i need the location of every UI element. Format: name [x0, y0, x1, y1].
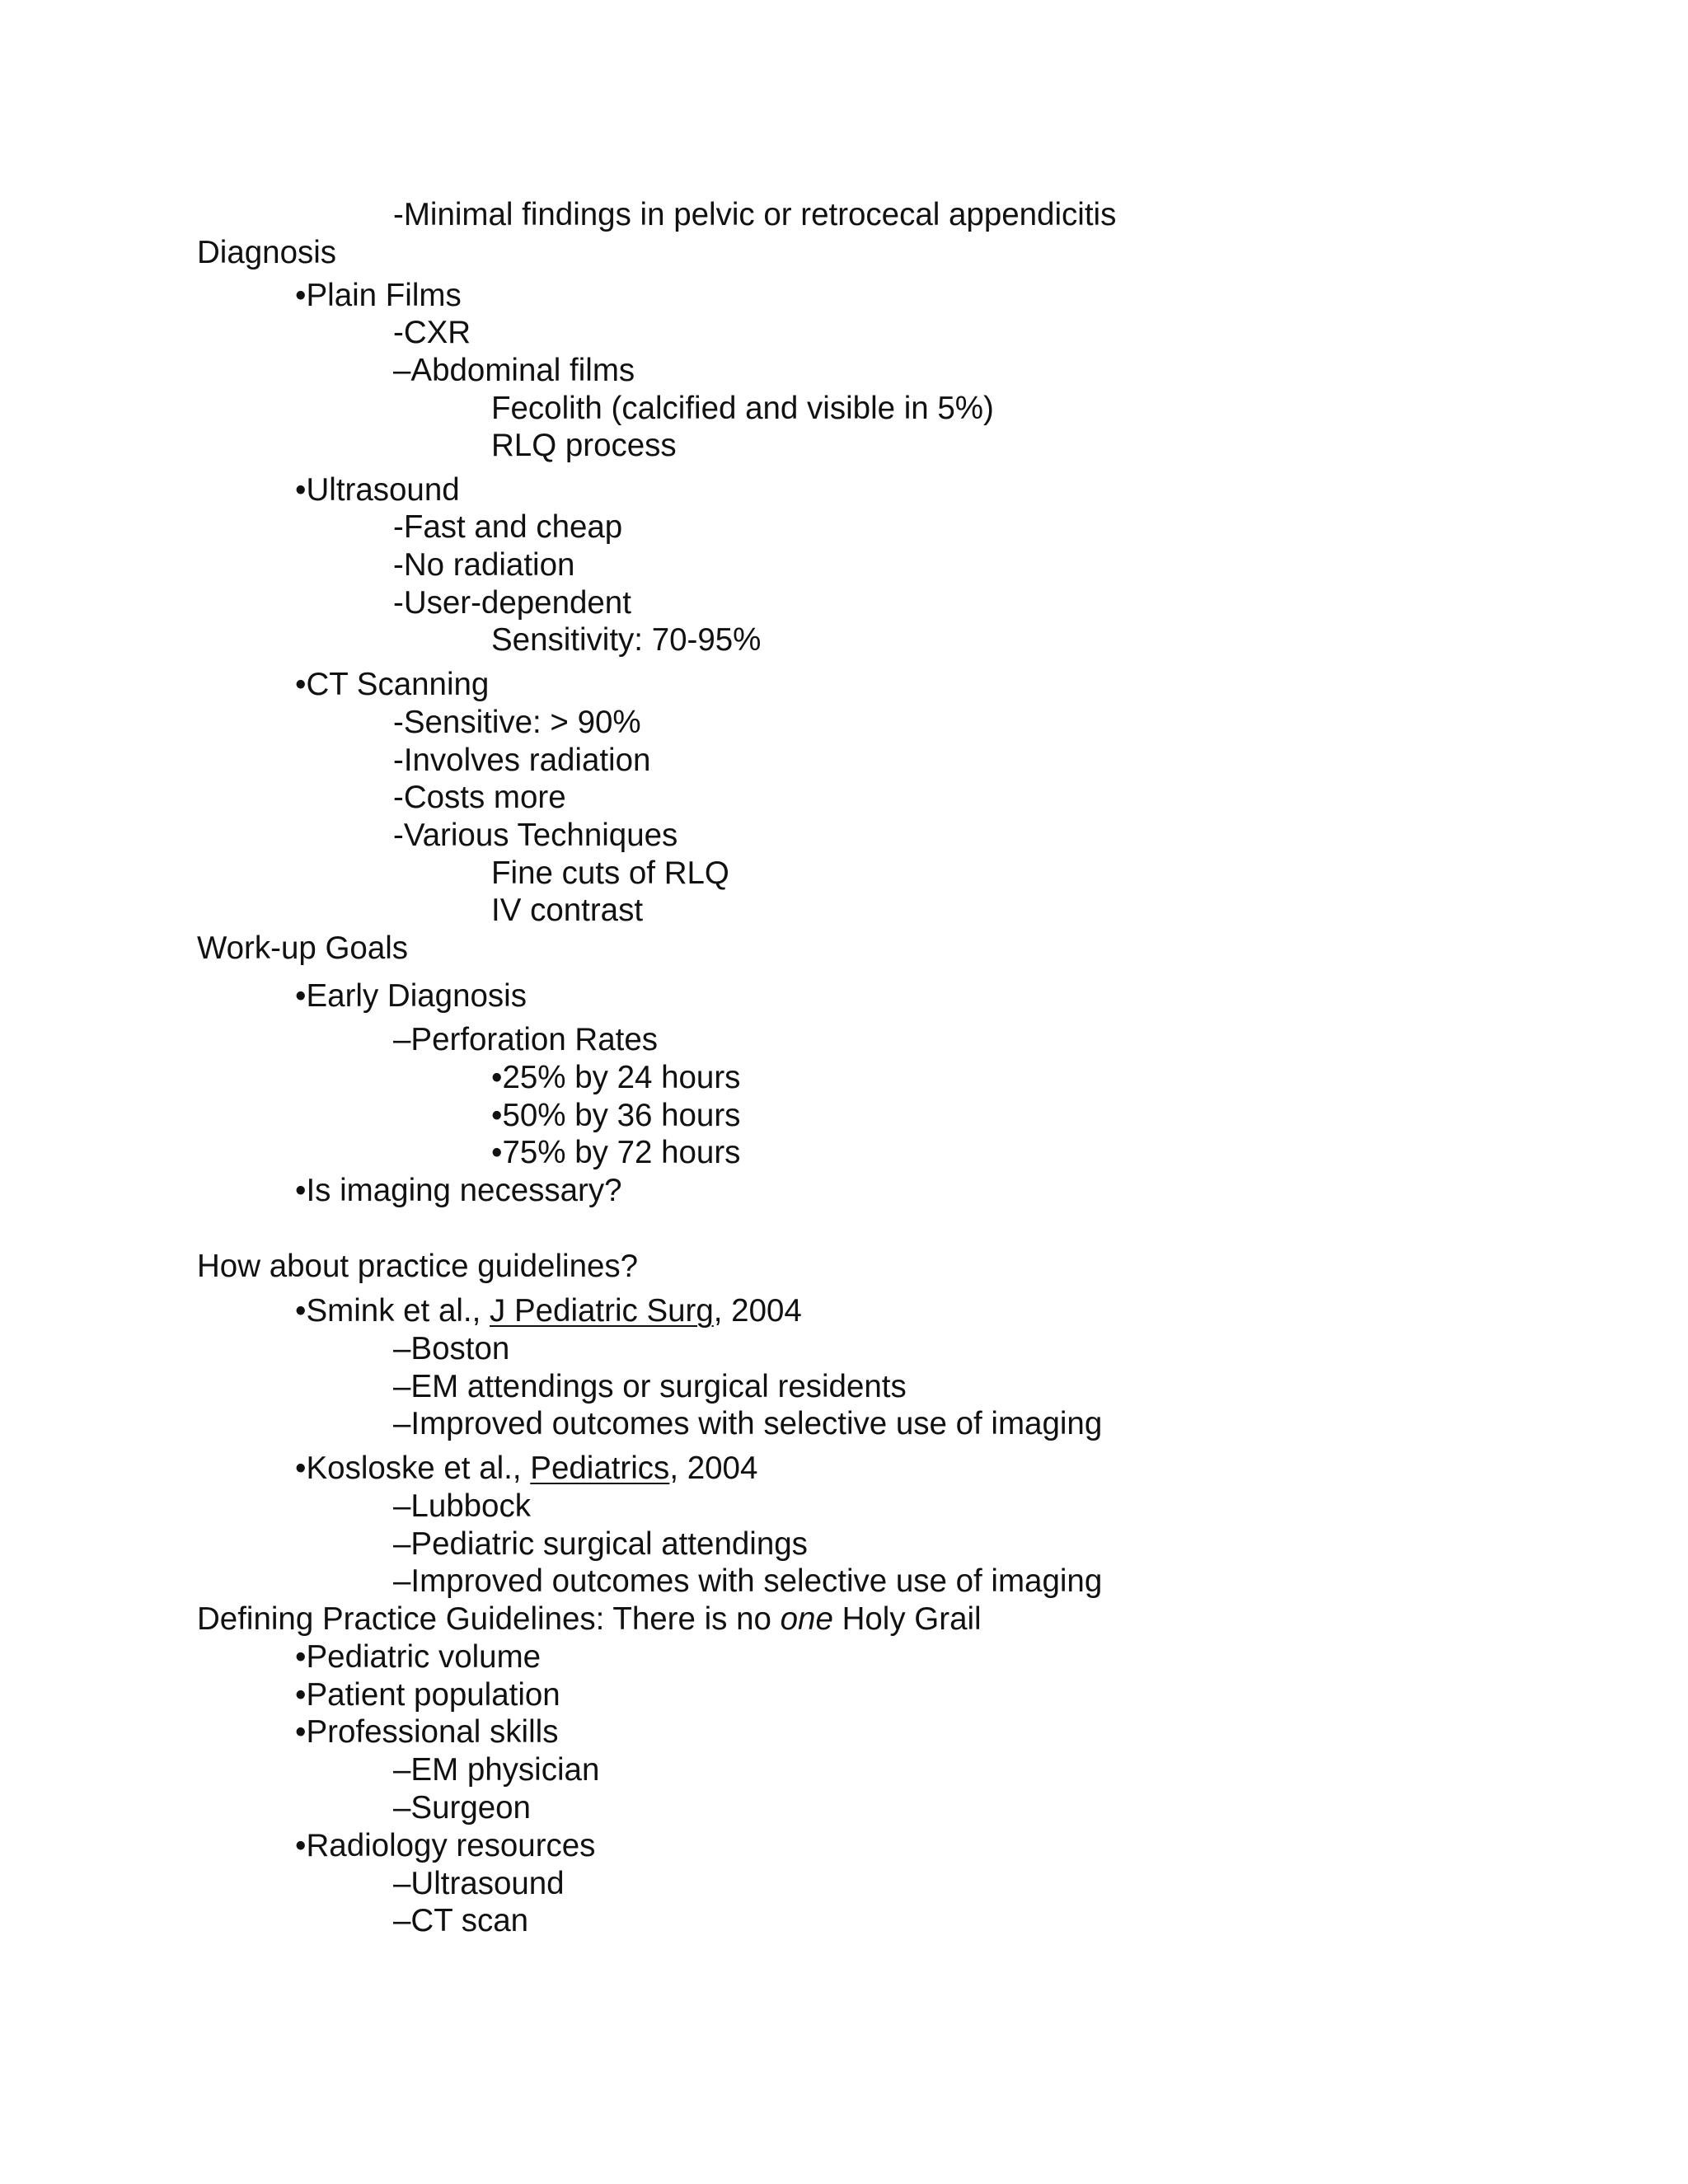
line-text: -User-dependent: [393, 585, 631, 621]
detail-item: [491, 430, 677, 462]
sub-item: [393, 1905, 528, 1938]
line-text: –Improved outcomes with selective use of imaging: [393, 1406, 1103, 1441]
sub-item: [393, 1752, 600, 1788]
line-text: –Ultrasound: [393, 1866, 565, 1901]
line-text: •Plain Films: [295, 278, 462, 313]
sub-item: [393, 1526, 808, 1562]
line-text: –Pediatric surgical attendings: [393, 1526, 808, 1562]
line-text: •Kosloske et al.,: [295, 1451, 531, 1486]
heading-line: [197, 930, 409, 966]
line-text: -Fast and cheap: [393, 509, 623, 545]
bullet-item: [295, 1175, 622, 1207]
bullet-item: [295, 1714, 559, 1750]
emphasis-text: one: [780, 1601, 833, 1637]
line-text: –Boston: [393, 1331, 510, 1366]
sub-item: [393, 509, 623, 545]
sub-item: [393, 1408, 1102, 1441]
line-text: -No radiation: [393, 547, 575, 583]
line-text: •Pediatric volume: [295, 1639, 542, 1675]
sub-item: [393, 547, 575, 583]
line-text: Diagnosis: [197, 235, 337, 270]
detail-item: [491, 1062, 740, 1094]
line-text: -Sensitive: > 90%: [393, 705, 641, 740]
bullet-item: [295, 472, 460, 508]
line-text: –Surgeon: [393, 1790, 531, 1825]
line-text: •CT Scanning: [295, 667, 490, 702]
journal-title: Pediatrics: [530, 1451, 670, 1486]
line-text: •Is imaging necessary?: [295, 1173, 622, 1208]
sub-item: [393, 1371, 907, 1404]
line-text: Fecolith (calcified and visible in 5%): [491, 391, 994, 426]
line-text: , 2004: [669, 1451, 758, 1486]
sub-item: [393, 1868, 565, 1900]
bullet-item: [295, 1677, 560, 1713]
line-text: –Perforation Rates: [393, 1022, 659, 1057]
bullet-item: [295, 978, 527, 1014]
line-text: Sensitivity: 70-95%: [491, 622, 762, 658]
line-text: –EM physician: [393, 1752, 600, 1788]
bullet-item: [295, 669, 489, 701]
line-text: -Costs more: [393, 780, 566, 815]
line-text: –Abdominal films: [393, 353, 635, 388]
line-text: -CXR: [393, 315, 471, 350]
detail-item: [491, 1100, 740, 1132]
line-text: •75% by 72 hours: [491, 1135, 741, 1170]
bullet-item: [295, 1293, 802, 1329]
sub-item: [393, 317, 471, 349]
sub-item: [393, 355, 635, 387]
sub-item: [393, 707, 641, 739]
line-text: •Smink et al.,: [295, 1293, 490, 1329]
line-text: -Involves radiation: [393, 743, 651, 778]
heading-line: [197, 1251, 638, 1283]
line-text: •Ultrasound: [295, 472, 460, 508]
sub-item: [393, 199, 1116, 232]
line-text: How about practice guidelines?: [197, 1249, 639, 1284]
sub-item: [393, 1790, 531, 1825]
sub-item: [393, 1488, 531, 1524]
line-text: –CT scan: [393, 1903, 529, 1938]
line-text: •50% by 36 hours: [491, 1098, 741, 1133]
sub-item: [393, 1563, 1103, 1599]
line-text: •Patient population: [295, 1677, 560, 1713]
bullet-item: [295, 280, 462, 312]
bullet-item: [295, 1830, 595, 1863]
heading-line: [197, 237, 336, 269]
detail-item: [491, 855, 729, 891]
line-text: Defining Practice Guidelines: There is no: [197, 1601, 781, 1637]
line-text: •Early Diagnosis: [295, 978, 527, 1014]
detail-item: [491, 1137, 740, 1169]
line-text: –Improved outcomes with selective use of imaging: [393, 1563, 1103, 1599]
detail-item: [491, 622, 762, 658]
line-text: Work-up Goals: [197, 930, 409, 966]
line-text: –Lubbock: [393, 1488, 531, 1524]
sub-item: [393, 820, 678, 852]
line-text: –EM attendings or surgical residents: [393, 1369, 907, 1404]
line-text: Fine cuts of RLQ: [491, 855, 729, 891]
line-text: •Professional skills: [295, 1714, 559, 1750]
sub-item: [393, 1024, 658, 1057]
line-text: RLQ process: [491, 428, 677, 463]
bullet-item: [295, 1639, 542, 1675]
line-text: , 2004: [713, 1293, 802, 1329]
line-text: -Minimal findings in pelvic or retrocecal appendicitis: [393, 197, 1117, 232]
line-text: IV contrast: [491, 893, 644, 928]
line-text: •25% by 24 hours: [491, 1060, 741, 1095]
line-text: •Radiology resources: [295, 1828, 596, 1863]
detail-item: [491, 393, 994, 425]
journal-title: J Pediatric Surg: [490, 1293, 714, 1329]
heading-line: [197, 1601, 982, 1637]
line-text: Holy Grail: [832, 1601, 982, 1637]
sub-item: [393, 585, 631, 621]
bullet-item: [295, 1453, 757, 1485]
detail-item: [491, 895, 643, 927]
sub-item: [393, 1333, 509, 1366]
line-text: -Various Techniques: [393, 818, 678, 853]
sub-item: [393, 782, 566, 814]
sub-item: [393, 745, 650, 777]
